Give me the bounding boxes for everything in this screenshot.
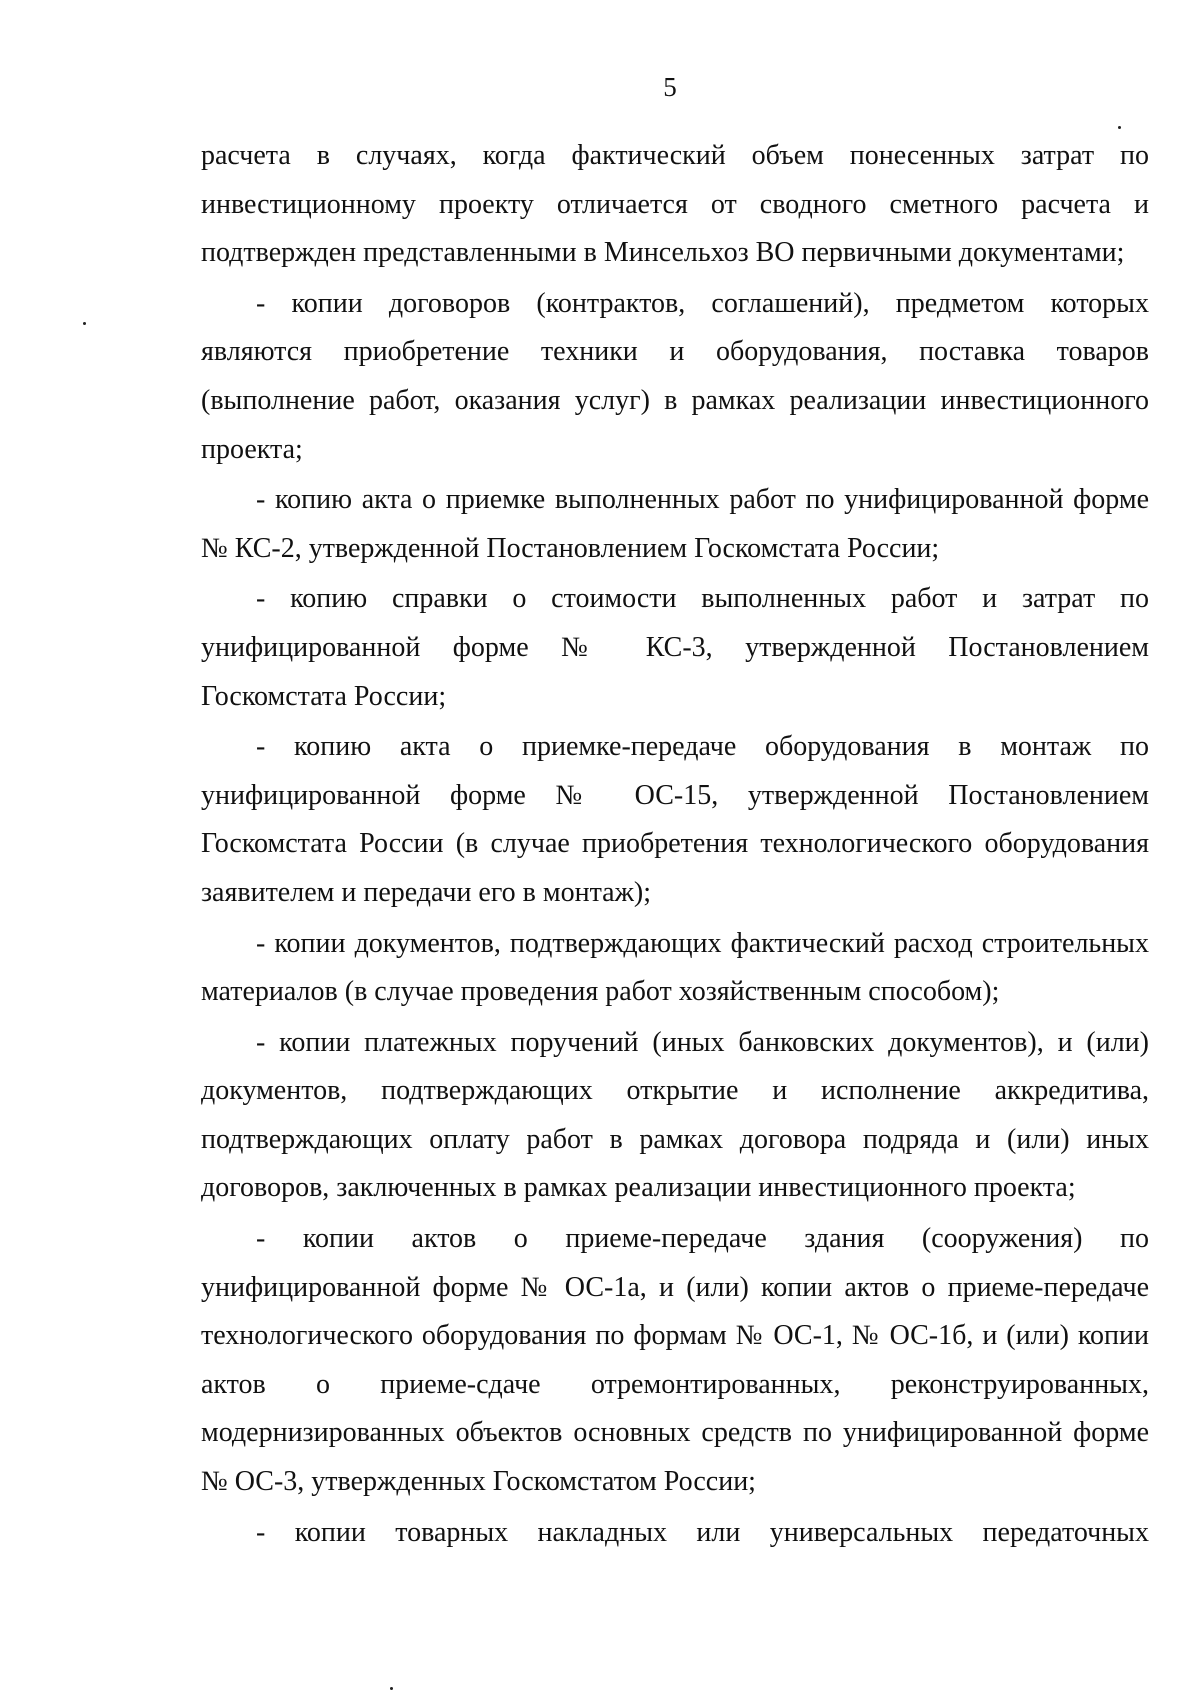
body-text <box>201 132 1149 1559</box>
paragraph-2: - копии договоров (контрактов, соглашений), предметом которых являются приобретение техники и оборудования, поставка товаров (выполнение работ, оказания услуг) в рамках реализации инвестиционного проекта; <box>201 287 1149 465</box>
paragraph-4: - копию справки о стоимости выполненных работ и затрат по унифицированной форме № КС-3, утвержденной Постановлением Госкомстата России; <box>201 583 1149 712</box>
page-number: 5 <box>663 72 677 102</box>
paragraph-7: - копии платежных поручений (иных банковских документов), и (или) документов, подтверждающих открытие и исполнение аккредитива, подтверждающих оплату работ в рамках договора подряда и (или) иных договоров, заключенных в рамках реализации инвестиционного проекта; <box>201 1026 1149 1204</box>
paragraph-9: - копии товарных накладных или универсальных передаточных <box>256 1516 1149 1548</box>
paragraph-1: расчета в случаях, когда фактический объем понесенных затрат по инвестиционному проекту отличается от сводного сметного расчета и подтвержден представленными в Минсельхоз ВО первичными документами; <box>201 140 1149 269</box>
paragraph-3: - копию акта о приемке выполненных работ по унифицированной форме № КС-2, утвержденной Постановлением Госкомстата России; <box>201 484 1149 564</box>
paragraph-8: - копии актов о приеме-передаче здания (сооружения) по унифицированной форме № ОС-1а, и (или) копии актов о приеме-передаче технологического оборудования по формам № ОС-1, № ОС-1б, и (или) копии актов о приеме-сдаче отремонтированных, реконструированных, модернизированных объектов основных средств по унифицированной форме № ОС-3, утвержденных Госкомстатом России; <box>201 1223 1149 1498</box>
scan-speck <box>390 1687 393 1690</box>
paragraph-6: - копии документов, подтверждающих фактический расход строительных материалов (в случае проведения работ хозяйственным способом); <box>201 927 1149 1008</box>
paragraph-5: - копию акта о приемке-передаче оборудования в монтаж по унифицированной форме № ОС-15, утвержденной Постановлением Госкомстата России (в случае приобретения технологического оборудования заявителем и передачи его в монтаж); <box>201 731 1149 908</box>
scan-speck <box>1118 126 1121 129</box>
scan-speck <box>83 322 86 325</box>
